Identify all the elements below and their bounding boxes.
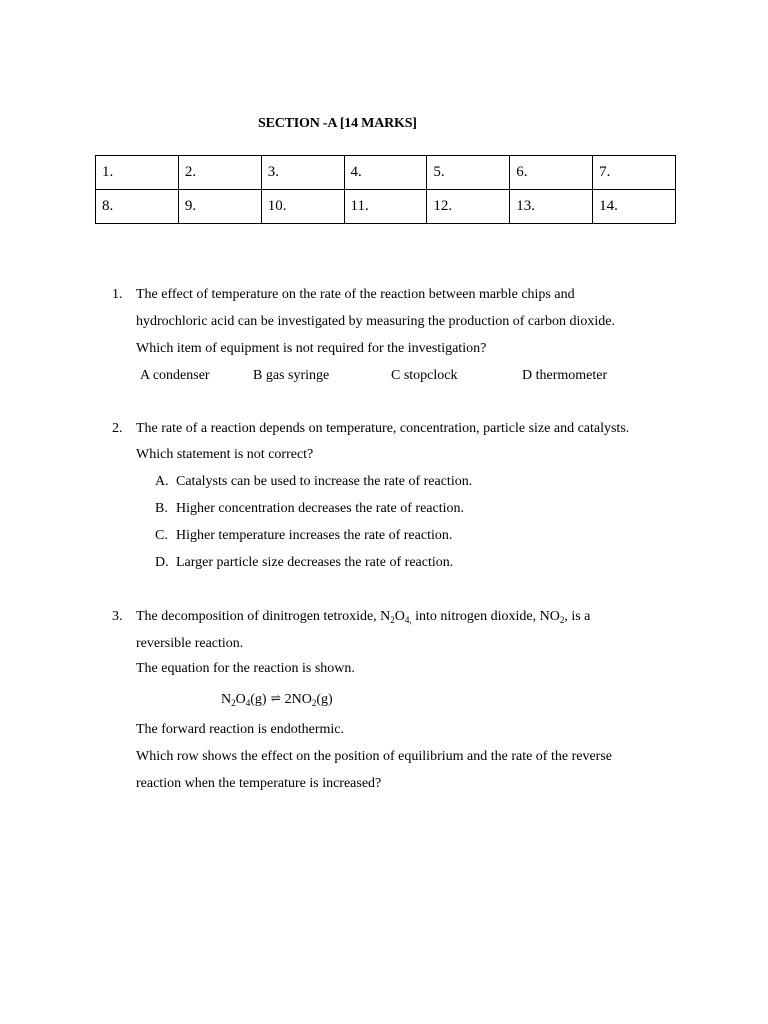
- question-number: 1.: [112, 287, 123, 302]
- equilibrium-arrow-icon: ⇌: [270, 691, 281, 705]
- answer-grid: [95, 155, 676, 224]
- answer-grid-row: [96, 190, 676, 224]
- question-number: 3.: [112, 609, 123, 624]
- answer-cell: 6.: [510, 156, 593, 190]
- answer-cell: 2.: [178, 156, 261, 190]
- question-text-line: Which row shows the effect on the position of equilibrium and the rate of the reverse: [136, 749, 612, 764]
- option-c: C stopclock: [391, 368, 458, 383]
- text-span: The decomposition of dinitrogen tetroxide, N: [136, 609, 391, 624]
- option-d-letter: D.: [155, 555, 169, 570]
- answer-cell: 11.: [344, 190, 427, 224]
- answer-cell: 3.: [261, 156, 344, 190]
- subscript: 2: [390, 615, 395, 625]
- subscript: 2: [231, 698, 236, 708]
- question-text-line: Which statement is not correct?: [136, 447, 314, 462]
- text-span: into nitrogen dioxide, NO: [411, 609, 560, 624]
- answer-cell: 4.: [344, 156, 427, 190]
- option-b-letter: B.: [155, 501, 168, 516]
- answer-cell: 8.: [96, 190, 179, 224]
- equation-part: 2NO: [284, 692, 312, 707]
- option-b: B gas syringe: [253, 368, 330, 383]
- subscript: 4,: [404, 615, 412, 625]
- option-b-text: Higher concentration decreases the rate of reaction.: [176, 501, 465, 516]
- option-c-text: Higher temperature increases the rate of reaction.: [176, 528, 453, 543]
- option-a-text: Catalysts can be used to increase the rate of reaction.: [176, 474, 473, 489]
- equation-part: O: [235, 692, 246, 707]
- answer-grid-row: [96, 156, 676, 190]
- question-text-line: The forward reaction is endothermic.: [136, 722, 344, 737]
- equation-part: (g): [250, 692, 267, 707]
- option-c-letter: C.: [155, 528, 168, 543]
- question-text-line: The effect of temperature on the rate of the reaction between marble chips and: [136, 287, 575, 302]
- question-text-line: [136, 603, 590, 630]
- subscript: 2: [559, 615, 565, 625]
- question-text-line: The rate of a reaction depends on temperature, concentration, particle size and catalysts.: [136, 421, 630, 436]
- section-title: SECTION -A [14 MARKS]: [258, 116, 417, 131]
- question-text-line: Which item of equipment is not required for the investigation?: [136, 341, 487, 356]
- question-number: 2.: [112, 421, 123, 436]
- answer-cell: 10.: [261, 190, 344, 224]
- question-text-line: The equation for the reaction is shown.: [136, 661, 355, 676]
- text-span: , is a: [564, 609, 591, 624]
- subscript: 4: [245, 698, 251, 708]
- answer-cell: 9.: [178, 190, 261, 224]
- option-a: A condenser: [140, 368, 210, 383]
- equation-part: (g): [316, 692, 333, 707]
- option-d-text: Larger particle size decreases the rate of reaction.: [176, 555, 454, 570]
- answer-cell: 13.: [510, 190, 593, 224]
- answer-cell: 5.: [427, 156, 510, 190]
- answer-cell: 14.: [593, 190, 676, 224]
- question-text-line: reaction when the temperature is increased?: [136, 776, 382, 791]
- subscript: 2: [311, 698, 317, 708]
- option-a-letter: A.: [155, 474, 169, 489]
- option-d: D thermometer: [522, 368, 608, 383]
- answer-cell: 1.: [96, 156, 179, 190]
- answer-cell: 12.: [427, 190, 510, 224]
- answer-cell: 7.: [593, 156, 676, 190]
- reaction-equation: [221, 686, 333, 713]
- text-span: O: [394, 609, 405, 624]
- question-text-line: hydrochloric acid can be investigated by measuring the production of carbon dioxide.: [136, 314, 615, 329]
- equation-part: N: [221, 692, 232, 707]
- question-text-line: reversible reaction.: [136, 636, 244, 651]
